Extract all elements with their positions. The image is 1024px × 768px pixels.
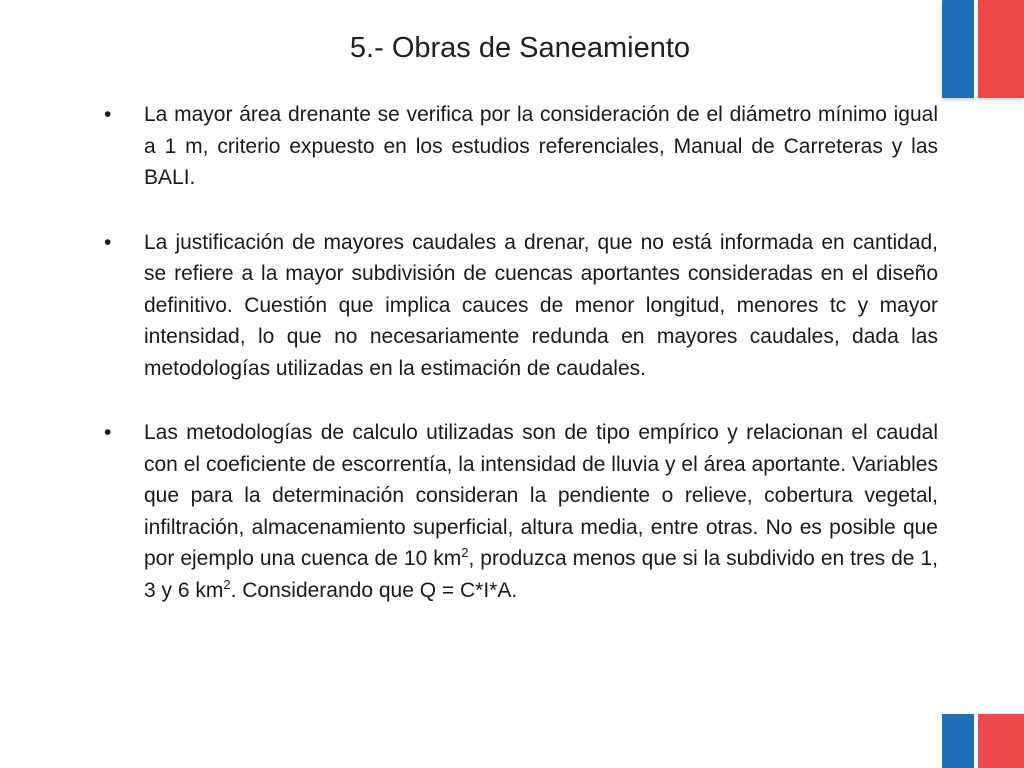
bullet-text: La justificación de mayores caudales a drenar, que no está informada en cantidad, se refiere a la mayor subdivisión de cuencas aportantes consideradas en el diseño definitivo. Cuestión que implica cauces de menor longitud, menores tc y mayor intensidad, lo que no necesariamente redunda en mayores caudales, dada las metodologías utilizadas en la estimación de caudales. xyxy=(144,230,938,380)
bullet-text-part: . Considerando que Q = C*I*A. xyxy=(230,578,518,602)
bullet-dot: • xyxy=(104,103,112,126)
flag-red-bar xyxy=(978,714,1024,768)
corner-flag-bottom xyxy=(942,714,1024,768)
bullet-text-part: Las metodologías de calculo utilizadas son de tipo empírico y relacionan el caudal con el coeficiente de escorrentía, la intensidad de lluvia y el área aportante. Variables que para la determinación consideran la pendiente o relieve, cobertura vegetal, infiltración, almacenamiento superficial, altura media, entre otras. No es posible que por ejemplo una cuenca de 10 km xyxy=(144,421,938,570)
slide-title: 5.- Obras de Saneamiento xyxy=(349,32,691,64)
bullet-text-part: , produzca menos que si la subdivido en tres de 1, 3 y 6 km xyxy=(144,547,938,602)
bullet-item xyxy=(104,417,938,606)
bullet-list xyxy=(104,99,938,639)
bullet-dot: • xyxy=(104,230,112,254)
bullet-text: La mayor área drenante se verifica por la consideración de el diámetro mínimo igual a 1 m, criterio expuesto en los estudios referenciales, Manual de Carreteras y las BALI. xyxy=(144,103,938,189)
bullet-item xyxy=(104,99,938,194)
flag-blue-bar xyxy=(942,714,974,768)
superscript: 2 xyxy=(223,576,231,592)
bullet-item xyxy=(104,227,938,385)
superscript: 2 xyxy=(461,545,469,560)
bullet-dot: • xyxy=(104,421,112,444)
